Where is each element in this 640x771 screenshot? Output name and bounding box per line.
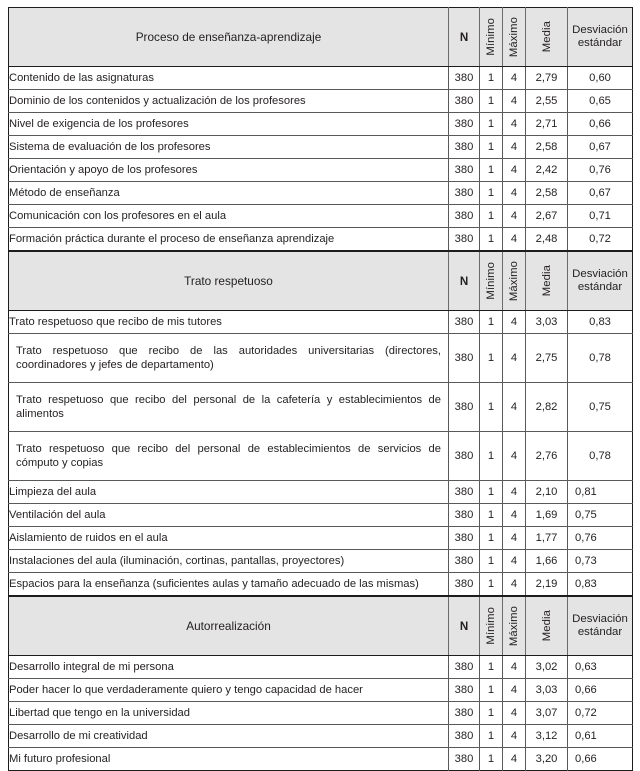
column-header-n: N	[449, 596, 480, 656]
cell-n: 380	[449, 725, 480, 748]
column-header-media-label: Media	[540, 610, 553, 642]
row-label: Trato respetuoso que recibo de las autoridades universitarias (directores, coordinadores y jefes de departamento)	[9, 334, 449, 383]
column-header-media	[526, 596, 568, 656]
column-header-media	[526, 8, 568, 67]
cell-n: 380	[449, 702, 480, 725]
table-row	[9, 432, 633, 481]
cell-desviacion-estandar: 0,72	[568, 228, 633, 252]
column-header-minimo	[480, 8, 503, 67]
cell-minimo: 1	[480, 702, 503, 725]
column-header-minimo	[480, 596, 503, 656]
cell-media: 2,58	[526, 136, 568, 159]
cell-media: 2,10	[526, 481, 568, 504]
cell-n: 380	[449, 481, 480, 504]
row-label: Trato respetuoso que recibo de mis tutores	[9, 311, 449, 334]
cell-desviacion-estandar: 0,83	[568, 573, 633, 597]
cell-n: 380	[449, 679, 480, 702]
cell-n: 380	[449, 527, 480, 550]
cell-minimo: 1	[480, 748, 503, 771]
cell-desviacion-estandar: 0,75	[568, 383, 633, 432]
cell-maximo: 4	[503, 182, 526, 205]
cell-minimo: 1	[480, 656, 503, 679]
column-header-maximo-label: Máximo	[508, 260, 520, 302]
cell-n: 380	[449, 748, 480, 771]
row-label: Libertad que tengo en la universidad	[9, 702, 449, 725]
row-label: Instalaciones del aula (iluminación, cortinas, pantallas, proyectores)	[9, 550, 449, 573]
cell-desviacion-estandar: 0,83	[568, 311, 633, 334]
table-row	[9, 481, 633, 504]
cell-media: 2,75	[526, 334, 568, 383]
cell-desviacion-estandar: 0,75	[568, 504, 633, 527]
sd-header-line-2: estándar	[577, 37, 623, 49]
cell-media: 2,67	[526, 205, 568, 228]
table-row	[9, 182, 633, 205]
cell-media: 2,71	[526, 113, 568, 136]
cell-maximo: 4	[503, 550, 526, 573]
cell-minimo: 1	[480, 136, 503, 159]
table-row	[9, 550, 633, 573]
cell-n: 380	[449, 656, 480, 679]
cell-n: 380	[449, 550, 480, 573]
cell-minimo: 1	[480, 334, 503, 383]
cell-maximo: 4	[503, 432, 526, 481]
column-header-minimo-label: Mínimo	[485, 607, 497, 645]
cell-maximo: 4	[503, 656, 526, 679]
cell-media: 2,79	[526, 67, 568, 90]
row-label: Trato respetuoso que recibo del personal de establecimientos de servicios de cómputo y copias	[9, 432, 449, 481]
row-label: Mi futuro profesional	[9, 748, 449, 771]
cell-desviacion-estandar: 0,76	[568, 527, 633, 550]
cell-n: 380	[449, 113, 480, 136]
table-row	[9, 311, 633, 334]
table-row	[9, 136, 633, 159]
cell-minimo: 1	[480, 113, 503, 136]
sd-header-line-2: estándar	[577, 281, 623, 293]
cell-minimo: 1	[480, 432, 503, 481]
cell-n: 380	[449, 504, 480, 527]
column-header-desviacion-estandar	[568, 596, 633, 656]
cell-media: 3,20	[526, 748, 568, 771]
cell-minimo: 1	[480, 679, 503, 702]
cell-minimo: 1	[480, 159, 503, 182]
row-label: Dominio de los contenidos y actualización de los profesores	[9, 90, 449, 113]
column-header-media-label: Media	[540, 265, 553, 297]
cell-media: 2,42	[526, 159, 568, 182]
table-row	[9, 748, 633, 771]
table-row	[9, 725, 633, 748]
row-label: Trato respetuoso que recibo del personal de la cafetería y establecimientos de alimentos	[9, 383, 449, 432]
row-label: Limpieza del aula	[9, 481, 449, 504]
cell-desviacion-estandar: 0,81	[568, 481, 633, 504]
cell-minimo: 1	[480, 504, 503, 527]
cell-media: 3,02	[526, 656, 568, 679]
cell-minimo: 1	[480, 481, 503, 504]
cell-maximo: 4	[503, 90, 526, 113]
cell-desviacion-estandar: 0,66	[568, 113, 633, 136]
column-header-media-label: Media	[540, 21, 553, 53]
row-label: Desarrollo integral de mi persona	[9, 656, 449, 679]
cell-n: 380	[449, 159, 480, 182]
table-body	[9, 8, 633, 771]
table-row	[9, 527, 633, 550]
cell-maximo: 4	[503, 113, 526, 136]
cell-minimo: 1	[480, 67, 503, 90]
table-row	[9, 67, 633, 90]
row-label: Comunicación con los profesores en el aula	[9, 205, 449, 228]
cell-n: 380	[449, 383, 480, 432]
table-row	[9, 679, 633, 702]
table-row	[9, 383, 633, 432]
cell-desviacion-estandar: 0,71	[568, 205, 633, 228]
column-header-maximo	[503, 8, 526, 67]
cell-desviacion-estandar: 0,60	[568, 67, 633, 90]
row-label: Desarrollo de mi creatividad	[9, 725, 449, 748]
cell-minimo: 1	[480, 205, 503, 228]
cell-media: 2,19	[526, 573, 568, 597]
cell-n: 380	[449, 205, 480, 228]
cell-maximo: 4	[503, 228, 526, 252]
row-label: Nivel de exigencia de los profesores	[9, 113, 449, 136]
cell-media: 1,69	[526, 504, 568, 527]
row-label: Formación práctica durante el proceso de enseñanza aprendizaje	[9, 228, 449, 252]
cell-desviacion-estandar: 0,66	[575, 753, 597, 765]
cell-desviacion-estandar: 0,78	[568, 334, 633, 383]
cell-desviacion-estandar: 0,67	[568, 182, 633, 205]
table-row	[9, 90, 633, 113]
row-label: Sistema de evaluación de los profesores	[9, 136, 449, 159]
section-title: Trato respetuoso	[9, 251, 449, 311]
section-title: Proceso de enseñanza-aprendizaje	[9, 8, 449, 67]
cell-maximo: 4	[503, 159, 526, 182]
cell-media: 2,55	[526, 90, 568, 113]
table-row	[9, 504, 633, 527]
cell-n: 380	[449, 90, 480, 113]
row-label: Contenido de las asignaturas	[9, 67, 449, 90]
column-header-desviacion-estandar	[568, 8, 633, 67]
cell-minimo: 1	[480, 573, 503, 597]
cell-n: 380	[449, 573, 480, 597]
cell-n: 380	[449, 67, 480, 90]
row-label: Orientación y apoyo de los profesores	[9, 159, 449, 182]
section-header-row	[9, 596, 633, 656]
column-header-maximo	[503, 596, 526, 656]
cell-desviacion-estandar: 0,61	[568, 725, 633, 748]
cell-media: 1,77	[526, 527, 568, 550]
sd-header-line-1: Desviación	[572, 612, 628, 625]
sd-header-line-1: Desviación	[572, 267, 628, 280]
table-row	[9, 159, 633, 182]
descriptive-statistics-table	[8, 7, 633, 771]
cell-media: 1,66	[526, 550, 568, 573]
column-header-media	[526, 251, 568, 311]
cell-n: 380	[449, 311, 480, 334]
sd-header-line-1: Desviación	[572, 23, 628, 36]
cell-n: 380	[449, 432, 480, 481]
cell-media: 3,03	[526, 311, 568, 334]
cell-desviacion-estandar: 0,65	[568, 90, 633, 113]
cell-minimo: 1	[480, 383, 503, 432]
cell-media: 3,03	[526, 679, 568, 702]
column-header-n: N	[449, 251, 480, 311]
cell-media: 3,07	[526, 702, 568, 725]
cell-desviacion-estandar: 0,78	[568, 432, 633, 481]
cell-desviacion-estandar: 0,72	[568, 702, 633, 725]
cell-minimo: 1	[480, 550, 503, 573]
cell-maximo: 4	[503, 205, 526, 228]
table-row	[9, 113, 633, 136]
row-label: Ventilación del aula	[9, 504, 449, 527]
cell-desviacion-estandar: 0,63	[568, 656, 633, 679]
cell-minimo: 1	[480, 725, 503, 748]
cell-maximo: 4	[503, 383, 526, 432]
cell-maximo: 4	[503, 725, 526, 748]
cell-desviacion-estandar: 0,73	[568, 550, 633, 573]
cell-minimo: 1	[480, 311, 503, 334]
column-header-minimo	[480, 251, 503, 311]
cell-maximo: 4	[503, 573, 526, 597]
cell-media: 2,82	[526, 383, 568, 432]
row-label: Aislamiento de ruidos en el aula	[9, 527, 449, 550]
cell-media: 3,12	[526, 725, 568, 748]
table-row	[9, 228, 633, 252]
cell-n: 380	[449, 182, 480, 205]
cell-minimo: 1	[480, 228, 503, 252]
cell-maximo: 4	[503, 504, 526, 527]
cell-media: 2,48	[526, 228, 568, 252]
row-label: Poder hacer lo que verdaderamente quiero y tengo capacidad de hacer	[9, 679, 449, 702]
table-row	[9, 573, 633, 597]
cell-desviacion-estandar: 0,76	[568, 159, 633, 182]
cell-maximo: 4	[503, 311, 526, 334]
table-row	[9, 702, 633, 725]
sd-header-line-2: estándar	[577, 626, 623, 638]
column-header-maximo-label: Máximo	[508, 16, 520, 58]
cell-maximo: 4	[503, 527, 526, 550]
cell-maximo: 4	[503, 481, 526, 504]
cell-maximo: 4	[503, 136, 526, 159]
column-header-maximo-label: Máximo	[508, 605, 520, 647]
cell-maximo: 4	[503, 702, 526, 725]
column-header-desviacion-estandar	[568, 251, 633, 311]
cell-minimo: 1	[480, 90, 503, 113]
cell-n: 380	[449, 334, 480, 383]
cell-n: 380	[449, 136, 480, 159]
column-header-n: N	[449, 8, 480, 67]
column-header-minimo-label: Mínimo	[485, 18, 497, 56]
row-label: Método de enseñanza	[9, 182, 449, 205]
cell-media: 2,58	[526, 182, 568, 205]
cell-n: 380	[449, 228, 480, 252]
cell-media: 2,76	[526, 432, 568, 481]
column-header-minimo-label: Mínimo	[485, 262, 497, 300]
row-label: Espacios para la enseñanza (suficientes aulas y tamaño adecuado de las mismas)	[9, 573, 449, 597]
section-title: Autorrealización	[9, 596, 449, 656]
cell-maximo: 4	[503, 748, 526, 771]
cell-desviacion-estandar: 0,67	[568, 136, 633, 159]
table-row	[9, 205, 633, 228]
cell-maximo: 4	[503, 334, 526, 383]
cell-desviacion-estandar: 0,66	[568, 679, 633, 702]
table-row	[9, 334, 633, 383]
section-header-row	[9, 8, 633, 67]
cell-maximo: 4	[503, 679, 526, 702]
section-header-row	[9, 251, 633, 311]
cell-minimo: 1	[480, 527, 503, 550]
column-header-maximo	[503, 251, 526, 311]
cell-maximo: 4	[503, 67, 526, 90]
table-row	[9, 656, 633, 679]
cell-minimo: 1	[480, 182, 503, 205]
